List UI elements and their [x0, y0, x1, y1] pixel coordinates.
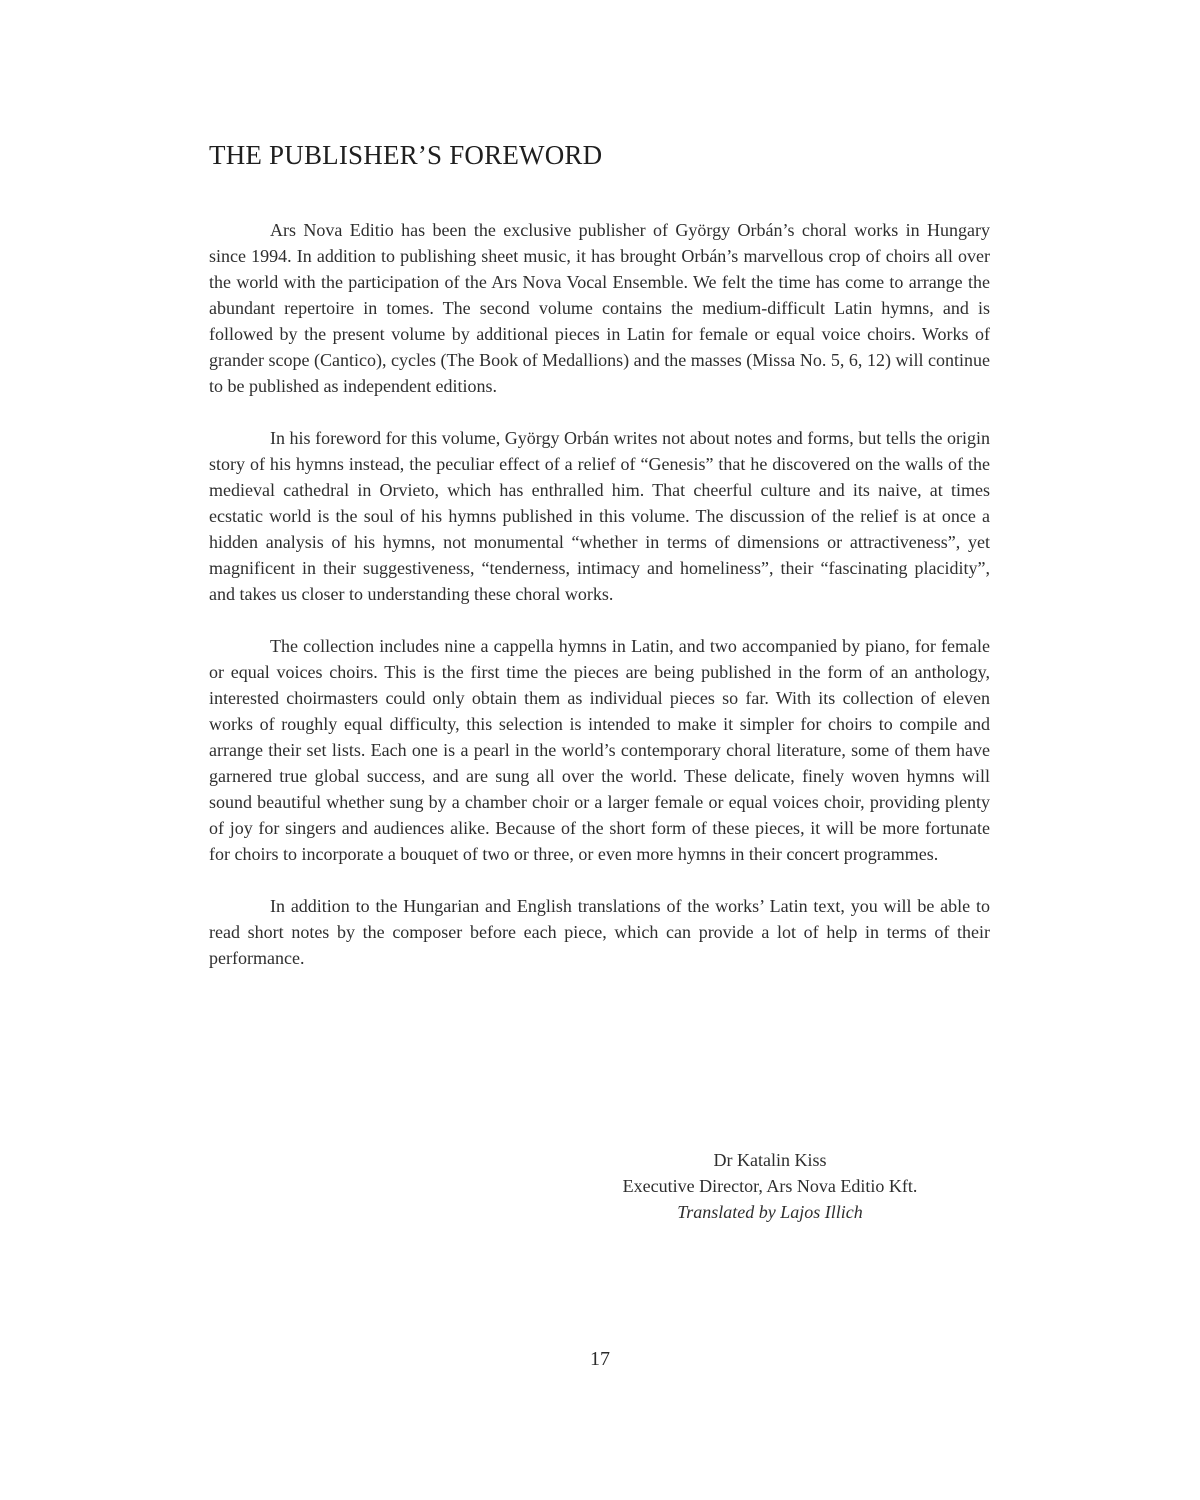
- foreword-paragraph-1: Ars Nova Editio has been the exclusive publisher of György Orbán’s choral works in Hungary since 1994. In addition to publishing sheet music, it has brought Orbán’s marvellous crop of choirs all over the world with the participation of the Ars Nova Vocal Ensemble. We felt the time has come to arrange the abundant repertoire in tomes. The second volume contains the medium-difficult Latin hymns, and is followed by the present volume by additional pieces in Latin for female or equal voice choirs. Works of grander scope (Cantico), cycles (The Book of Medallions) and the masses (Missa No. 5, 6, 12) will continue to be published as independent editions.: [209, 220, 990, 396]
- signatory-role: Executive Director, Ars Nova Editio Kft.: [622, 1176, 918, 1196]
- signatory-name: Dr Katalin Kiss: [713, 1150, 827, 1170]
- foreword-body: [209, 217, 990, 997]
- translator-credit: Translated by Lajos Illich: [677, 1202, 863, 1222]
- foreword-paragraph-4: In addition to the Hungarian and English translations of the works’ Latin text, you will be able to read short notes by the composer before each piece, which can provide a lot of help in terms of their performance.: [209, 896, 990, 968]
- foreword-paragraph-3: The collection includes nine a cappella hymns in Latin, and two accompanied by piano, for female or equal voices choirs. This is the first time the pieces are being published in the form of an anthology, interested choirmasters could only obtain them as individual pieces so far. With its collection of eleven works of roughly equal difficulty, this selection is intended to make it simpler for choirs to compile and arrange their set lists. Each one is a pearl in the world’s contemporary choral literature, some of them have garnered true global success, and are sung all over the world. These delicate, finely woven hymns will sound beautiful whether sung by a chamber choir or a larger female or equal voices choir, providing plenty of joy for singers and audiences alike. Because of the short form of these pieces, it will be more fortunate for choirs to incorporate a bouquet of two or three, or even more hymns in their concert programmes.: [209, 636, 990, 864]
- page-number: 17: [590, 1348, 610, 1370]
- foreword-paragraph-2: In his foreword for this volume, György Orbán writes not about notes and forms, but tells the origin story of his hymns instead, the peculiar effect of a relief of “Genesis” that he discovered on the walls of the medieval cathedral in Orvieto, which has enthralled him. That cheerful culture and its naive, at times ecstatic world is the soul of his hymns published in this volume. The discussion of the relief is at once a hidden analysis of his hymns, not monumental “whether in terms of dimensions or attractiveness”, yet magnificent in their suggestiveness, “tenderness, intimacy and homeliness”, their “fascinating placidity”, and takes us closer to understanding these choral works.: [209, 428, 990, 604]
- signature-block: [560, 1147, 980, 1225]
- page-title: THE PUBLISHER’S FOREWORD: [209, 140, 603, 170]
